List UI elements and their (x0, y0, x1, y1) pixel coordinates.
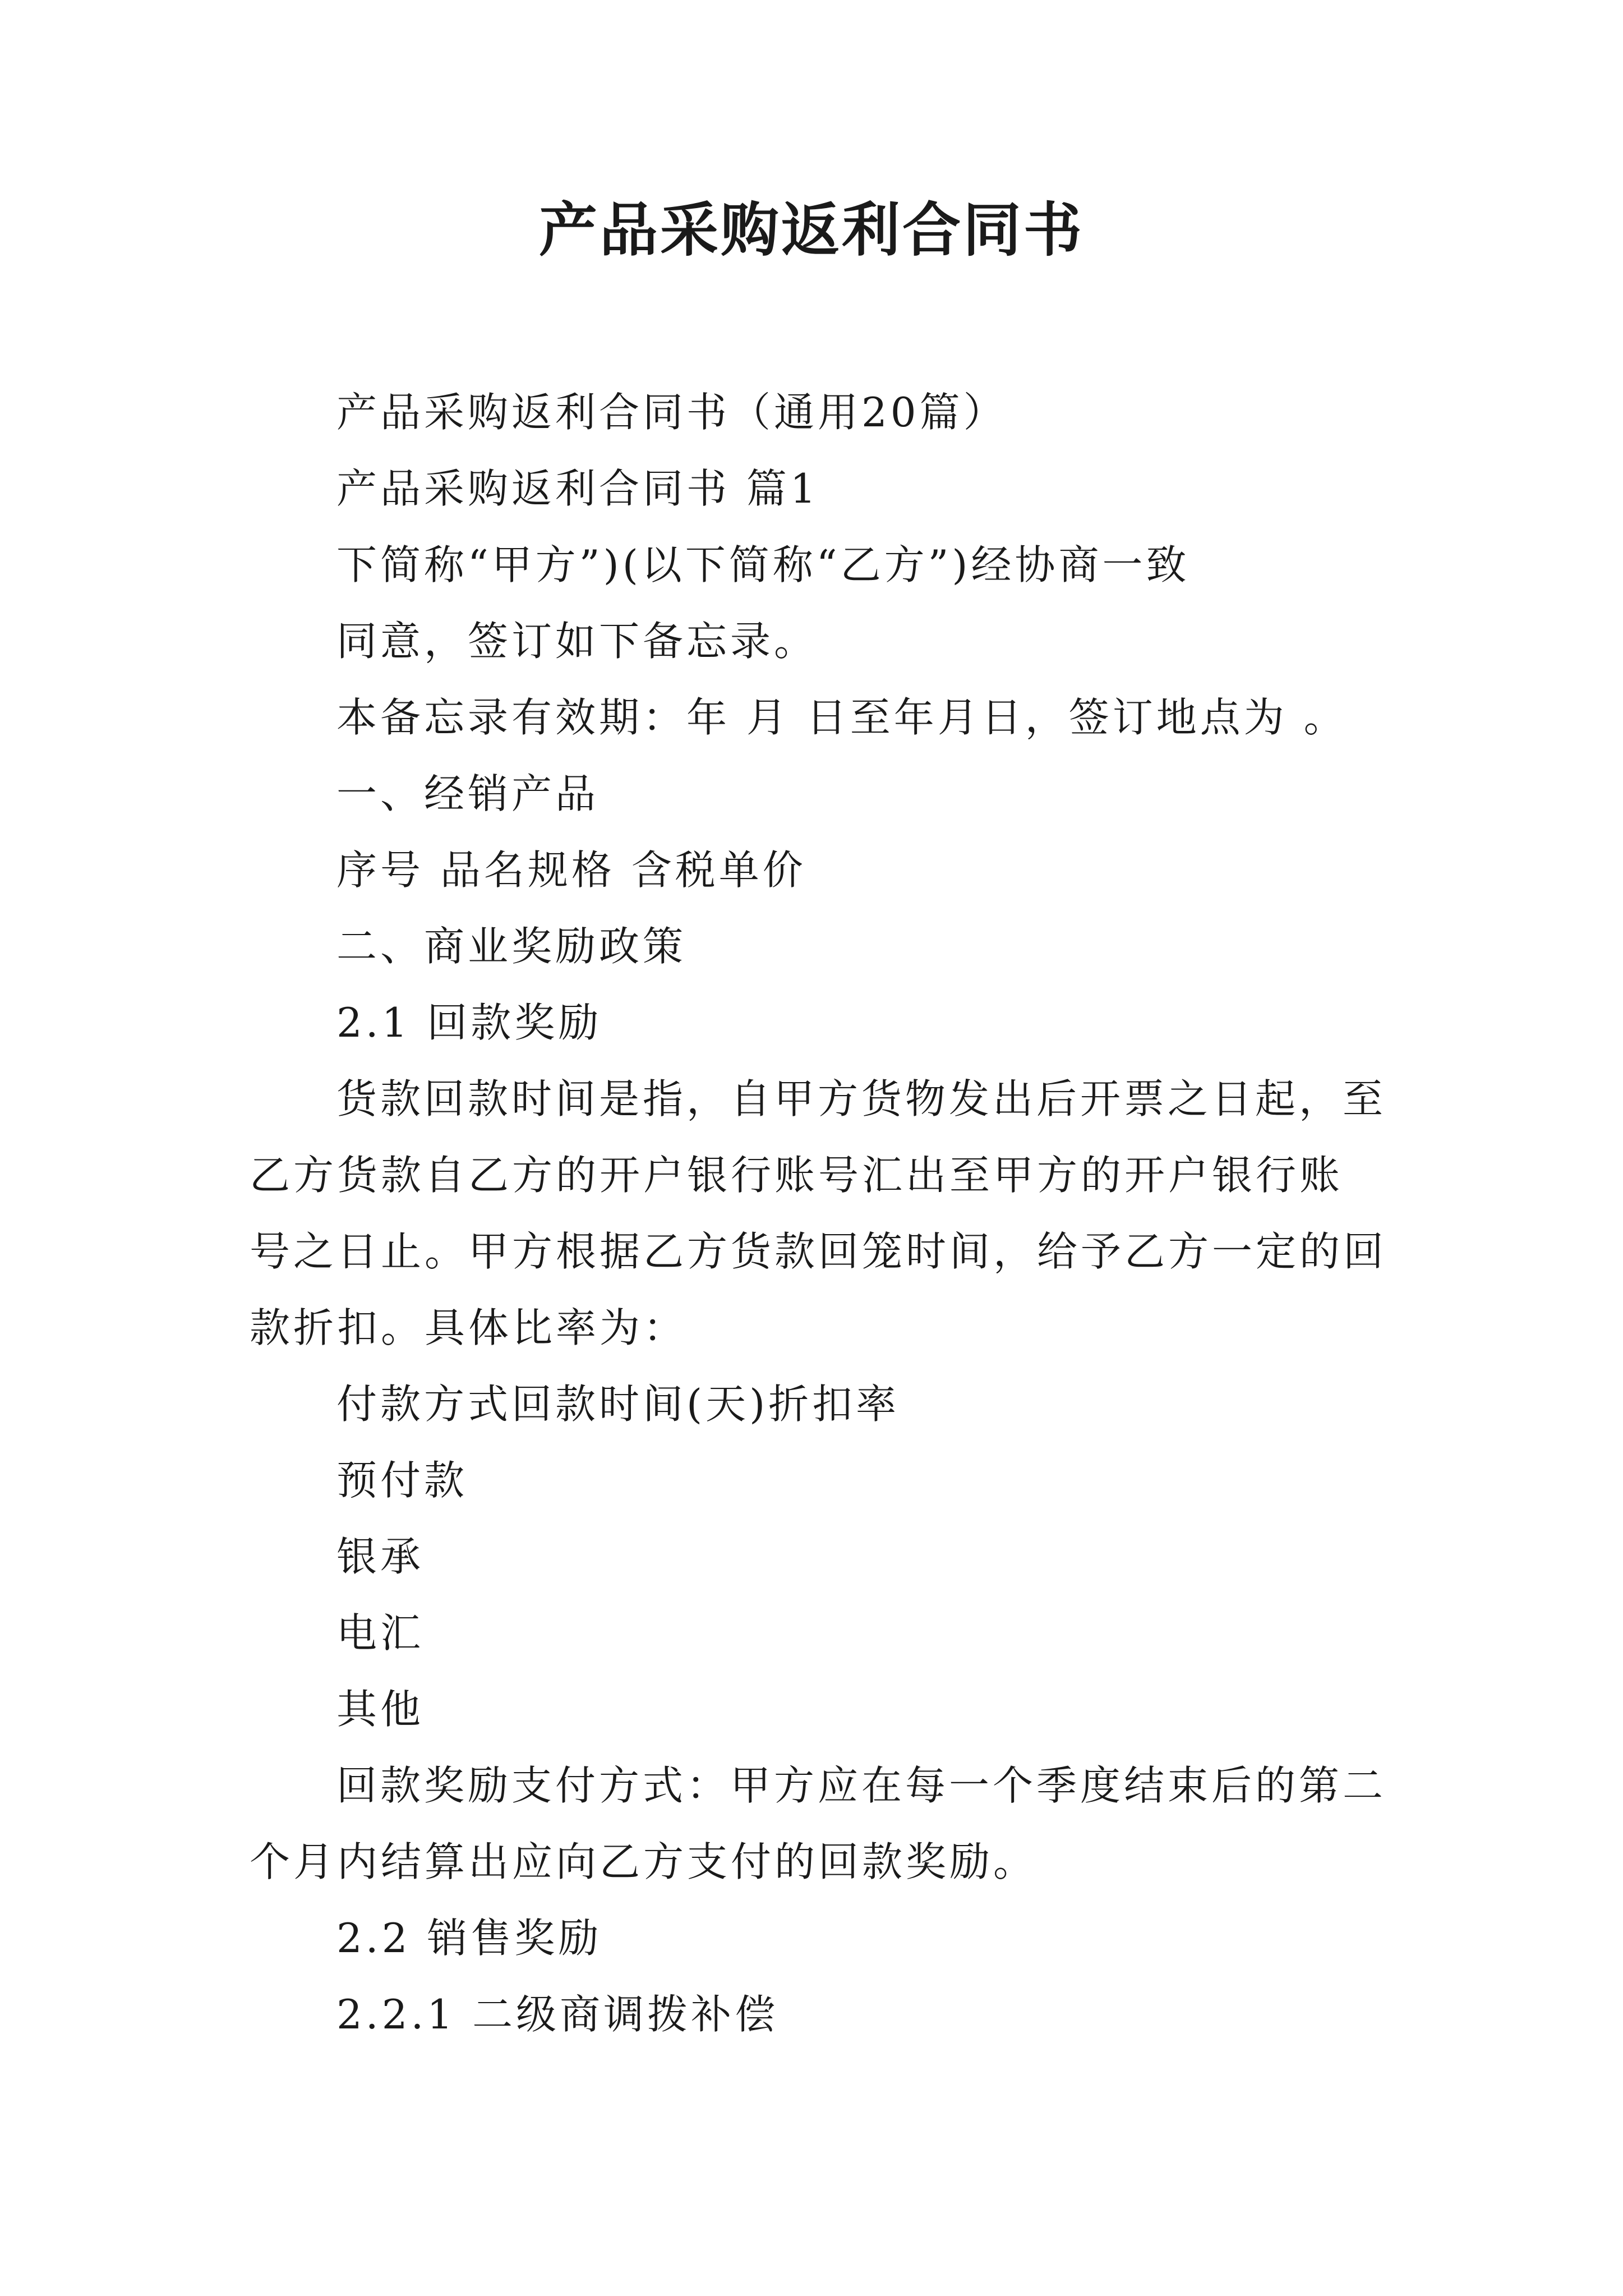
list-item: 电汇 (336, 1609, 425, 1657)
paragraph-line: 乙方货款自乙方的开户银行账号汇出至甲方的开户银行账 (250, 1152, 1344, 1199)
document-title: 产品采购返利合同书 (538, 195, 1084, 264)
table-header-line: 序号 品名规格 含税单价 (336, 846, 806, 894)
list-item: 其他 (336, 1686, 425, 1733)
subsection-heading: 2.1 回款奖励 (336, 999, 602, 1046)
section-heading: 一、经销产品 (336, 770, 600, 817)
paragraph-line: 货款回款时间是指，自甲方货物发出后开票之日起，至 (336, 1075, 1387, 1122)
section-heading: 二、商业奖励政策 (336, 923, 687, 970)
paragraph-line: 个月内结算出应向乙方支付的回款奖励。 (250, 1838, 1038, 1885)
table-header-line: 付款方式回款时间(天)折扣率 (336, 1381, 900, 1428)
list-item: 银承 (336, 1533, 425, 1580)
paragraph-line: 款折扣。具体比率为： (250, 1304, 688, 1351)
subsection-heading: 2.2 销售奖励 (336, 1915, 602, 1962)
paragraph-line: 号之日止。甲方根据乙方货款回笼时间，给予乙方一定的回 (250, 1228, 1387, 1275)
paragraph-line: 本备忘录有效期：年 月 日至年月日，签订地点为 。 (336, 694, 1348, 741)
paragraph-line: 下简称“甲方”)(以下简称“乙方”)经协商一致 (336, 541, 1190, 588)
list-item: 预付款 (336, 1457, 468, 1504)
subsection-heading: 2.2.1 二级商调拨补偿 (336, 1991, 779, 2038)
subtitle-line: 产品采购返利合同书（通用20篇） (336, 389, 1007, 436)
section-heading: 产品采购返利合同书 篇1 (336, 465, 819, 512)
paragraph-line: 回款奖励支付方式：甲方应在每一个季度结束后的第二 (336, 1762, 1387, 1809)
paragraph-line: 同意，签订如下备忘录。 (336, 618, 818, 665)
